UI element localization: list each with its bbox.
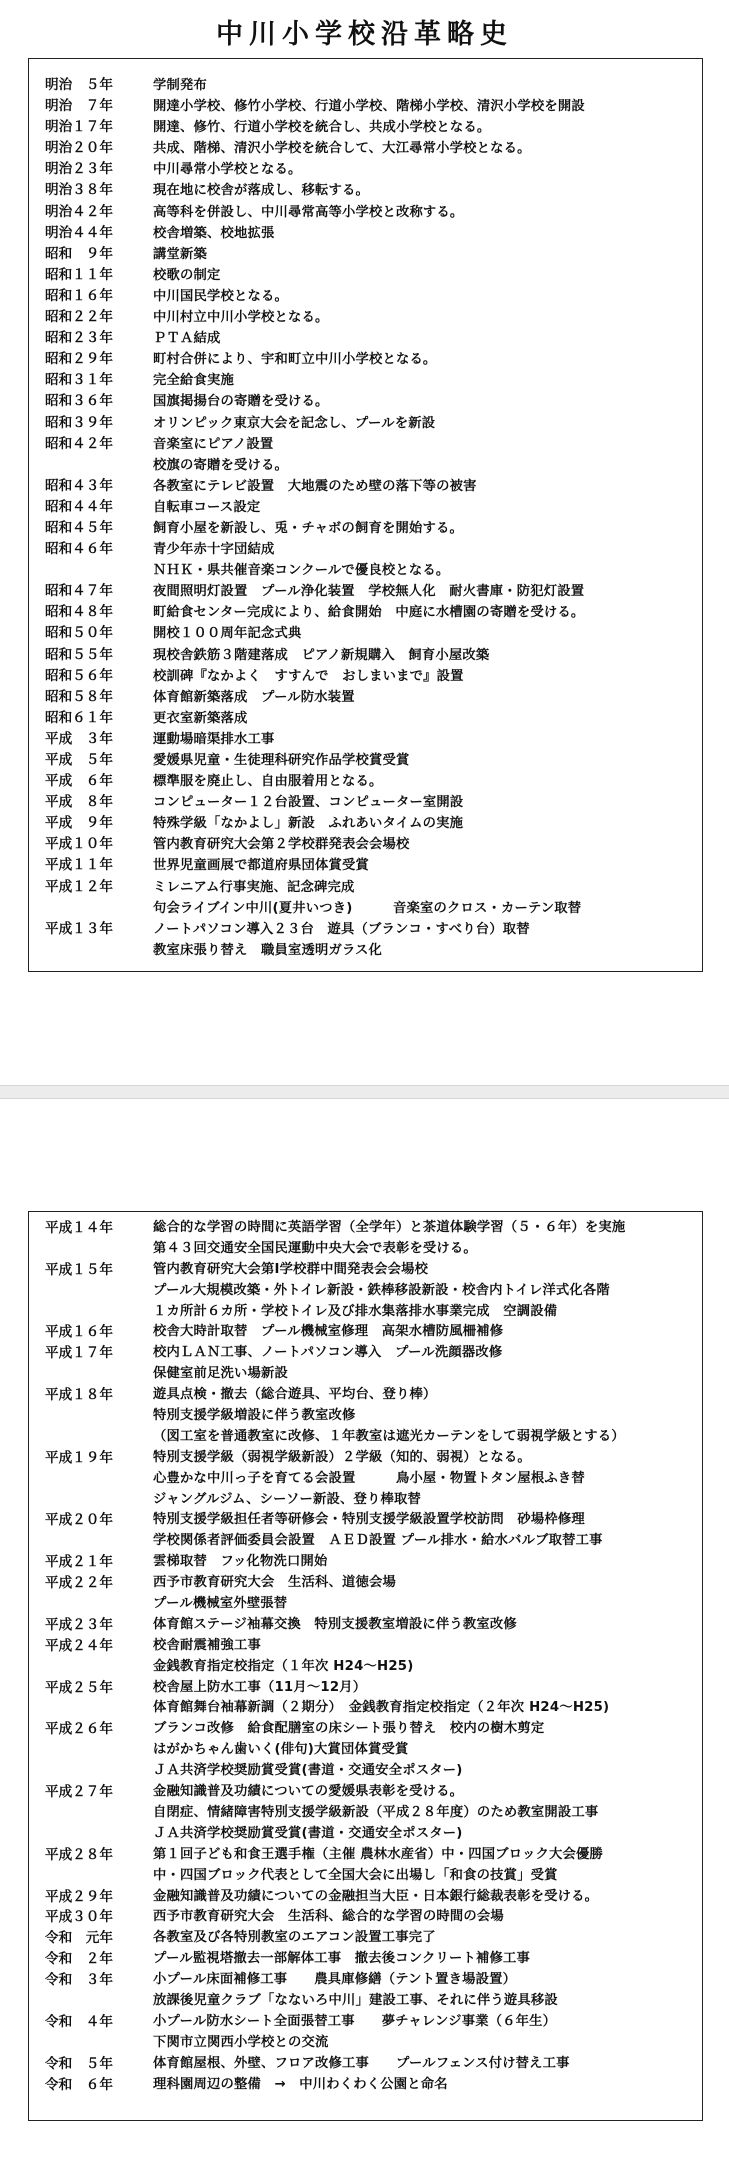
history-event: 特別支援学級担任者等研修会・特別支援学級設置学校訪問 砂場枠修理 (153, 1512, 585, 1528)
history-row (45, 1510, 625, 1531)
history-year: 昭和３９年 (45, 414, 113, 431)
history-row (45, 391, 585, 412)
history-event: 校内ＬＡＮ工事、ノートパソコン導入 プール洗顔器改修 (153, 1345, 503, 1361)
history-event: 金融知識普及功績についての愛媛県表彰を受ける。 (153, 1784, 464, 1800)
history-row (45, 370, 585, 391)
history-year: 昭和５５年 (45, 646, 113, 663)
history-row (45, 2012, 625, 2033)
history-year: 平成２７年 (45, 1784, 113, 1801)
history-event: 学校関係者評価委員会設置 ＡＥＤ設置 プール排水・給水バルブ取替工事 (153, 1533, 603, 1549)
history-row (45, 138, 585, 159)
history-year: 明治２０年 (45, 140, 113, 157)
history-event: 校舎耐震補強工事 (153, 1637, 261, 1653)
history-year: 平成２３年 (45, 1616, 113, 1633)
history-row (45, 1594, 625, 1615)
history-event: 体育館新築落成 プール防水装置 (153, 689, 355, 705)
history-row (45, 244, 585, 265)
history-row (45, 434, 585, 455)
history-row (45, 180, 585, 201)
history-event: 自転車コース設定 (153, 499, 261, 515)
history-event: 町村合併により、宇和町立中川小学校となる。 (153, 352, 437, 368)
history-year: 令和 ５年 (45, 2055, 113, 2072)
history-event: 教室床張り替え 職員室透明ガラス化 (153, 942, 383, 958)
history-row (45, 1302, 625, 1323)
history-event: 金銭教育指定校指定（１年次 H24～H25) (153, 1658, 414, 1674)
history-event: （図工室を普通教室に改修、１年教室は遮光カーテンをして弱視学級とする） (153, 1428, 625, 1444)
history-year: 昭和５８年 (45, 688, 113, 705)
history-year: 平成２０年 (45, 1512, 113, 1529)
history-year: 平成１０年 (45, 836, 113, 853)
history-year (45, 455, 153, 476)
history-list-page-1 (45, 75, 585, 961)
history-row (45, 202, 585, 223)
history-row (45, 1552, 625, 1573)
history-row (45, 898, 585, 919)
history-year (45, 560, 153, 581)
history-event: 開達小学校、修竹小学校、行道小学校、階梯小学校、清沢小学校を開設 (153, 99, 585, 115)
history-year: 平成２６年 (45, 1721, 113, 1738)
history-year (45, 1406, 153, 1427)
history-event: プール監視塔撤去一部解体工事 撤去後コンクリート補修工事 (153, 1951, 530, 1967)
history-row (45, 666, 585, 687)
history-year: 平成２８年 (45, 1846, 113, 1863)
history-row (45, 413, 585, 434)
history-row (45, 1322, 625, 1343)
history-event: オリンピック東京大会を記念し、プールを新設 (153, 415, 436, 431)
history-year (45, 1594, 153, 1615)
history-row (45, 1907, 625, 1928)
history-row (45, 2033, 625, 2054)
history-row (45, 1531, 625, 1552)
history-year: 平成２２年 (45, 1575, 113, 1592)
history-event: 愛媛県児童・生徒理科研究作品学校賞受賞 (153, 753, 410, 768)
history-year: 明治４４年 (45, 224, 113, 241)
history-event: 句会ライブイン中川(夏井いつき) 音楽室のクロス・カーテン取替 (153, 900, 582, 916)
history-event: 金融知識普及功績についての金融担当大臣・日本銀行総裁表彰を受ける。 (153, 1888, 599, 1904)
history-year (45, 1239, 153, 1260)
history-row (45, 771, 585, 792)
history-event: 校舎屋上防水工事（11月～12月） (153, 1679, 367, 1695)
history-year: 明治１７年 (45, 119, 113, 136)
page-divider (0, 1085, 729, 1099)
history-year: 明治３８年 (45, 182, 113, 199)
history-year: 令和 ６年 (45, 2076, 113, 2093)
history-year: 令和 ３年 (45, 1972, 113, 1989)
history-row (45, 349, 585, 370)
history-year: 昭和４５年 (45, 519, 113, 536)
history-event: 中川国民学校となる。 (153, 288, 288, 304)
history-event: ノートパソコン導入２３台 遊具（ブランコ・すべり台）取替 (153, 921, 530, 937)
history-year (45, 1531, 153, 1552)
history-event: 自閉症、情緒障害特別支援学級新設（平成２８年度）のため教室開設工事 (153, 1804, 599, 1820)
history-year: 平成１１年 (45, 857, 113, 874)
history-event: ＮＨＫ・県共催音楽コンクールで優良校となる。 (153, 563, 450, 579)
history-year (45, 1469, 153, 1490)
history-year: 平成 ９年 (45, 815, 113, 832)
history-row (45, 1427, 625, 1448)
history-event: 特殊学級「なかよし」新設 ふれあいタイムの実施 (153, 816, 464, 832)
history-event: ＰＴＡ結成 (153, 331, 221, 347)
history-year: 昭和１６年 (45, 287, 113, 304)
history-year (45, 1991, 153, 2012)
history-event: 遊具点検・撤去（総合遊具、平均台、登り棒） (153, 1387, 437, 1403)
history-year: 平成１８年 (45, 1387, 113, 1404)
history-row (45, 940, 585, 961)
history-row (45, 1615, 625, 1636)
history-year: 令和 ２年 (45, 1951, 113, 1968)
history-event: 心豊かな中川っ子を育てる会設置 鳥小屋・物置トタン屋根ふき替 (153, 1470, 585, 1486)
history-row (45, 307, 585, 328)
history-year: 平成１４年 (45, 1220, 113, 1236)
history-row (45, 1698, 625, 1719)
history-event: 夜間照明灯設置 プール浄化装置 学校無人化 耐火書庫・防犯灯設置 (153, 584, 585, 600)
history-list-page-2 (45, 1218, 625, 2095)
history-event: 講堂新築 (153, 246, 207, 262)
history-row (45, 223, 585, 244)
history-event: 第４３回交通安全国民運動中央大会で表彰を受ける。 (153, 1240, 477, 1256)
history-event: 中川尋常小学校となる。 (153, 162, 302, 178)
history-row (45, 75, 585, 96)
history-year: 平成１６年 (45, 1324, 113, 1341)
history-year: 平成 ３年 (45, 730, 113, 747)
history-row (45, 1218, 625, 1239)
history-year: 昭和５０年 (45, 625, 113, 642)
history-event: 完全給食実施 (153, 373, 234, 389)
history-row (45, 1928, 625, 1949)
history-row (45, 2075, 625, 2096)
history-event: 下関市立関西小学校との交流 (153, 2034, 329, 2050)
history-event: 中・四国ブロック代表として全国大会に出場し「和食の技賞」受賞 (153, 1867, 558, 1883)
history-row (45, 1364, 625, 1385)
history-row (45, 96, 585, 117)
history-row (45, 1970, 625, 1991)
history-year (45, 1803, 153, 1824)
history-row (45, 687, 585, 708)
history-year: 昭和１１年 (45, 266, 113, 283)
history-year (45, 1302, 153, 1323)
history-row (45, 1824, 625, 1845)
history-year: 平成１７年 (45, 1345, 113, 1362)
history-year: 昭和２３年 (45, 330, 113, 347)
history-year (45, 1490, 153, 1511)
history-event: 現在地に校舎が落成し、移転する。 (153, 183, 369, 199)
history-event: プール大規模改築・外トイレ新設・鉄棒移設新設・校舎内トイレ洋式化各階 (153, 1282, 610, 1298)
history-event: 校旗の寄贈を受ける。 (153, 457, 288, 473)
history-event: ＪＡ共済学校奨励賞受賞(書道・交通安全ポスター) (153, 1763, 463, 1779)
history-year (45, 1866, 153, 1887)
history-row (45, 792, 585, 813)
document-page-2 (0, 1099, 729, 2157)
history-event: 標準服を廃止し、自由服着用となる。 (153, 774, 383, 790)
history-year: 明治２３年 (45, 161, 113, 178)
history-event: 体育館ステージ袖幕交換 特別支援教室増設に伴う教室改修 (153, 1616, 517, 1632)
history-event: 特別支援学級（弱視学級新設）２学級（知的、弱視）となる。 (153, 1449, 531, 1465)
history-event: コンピューター１２台設置、コンピューター室開設 (153, 795, 464, 811)
history-year: 平成１５年 (45, 1261, 113, 1278)
history-year (45, 1427, 153, 1448)
history-row (45, 1887, 625, 1908)
history-event: 校歌の制定 (153, 267, 221, 283)
history-year (45, 1364, 153, 1385)
history-year: 明治４２年 (45, 203, 113, 220)
history-event: 体育館屋根、外壁、フロア改修工事 プールフェンス付け替え工事 (153, 2055, 570, 2071)
history-event: 世界児童画展で都道府県団体賞受賞 (153, 858, 369, 874)
history-year: 平成１３年 (45, 920, 113, 937)
history-year: 昭和５６年 (45, 667, 113, 684)
history-year: 昭和 ９年 (45, 245, 113, 262)
history-event: 現校舎鉄筋３階建落成 ピアノ新規購入 飼育小屋改築 (153, 647, 490, 663)
history-year: 平成 ５年 (45, 752, 113, 768)
history-row (45, 1281, 625, 1302)
history-year: 昭和４３年 (45, 477, 113, 494)
history-row (45, 265, 585, 286)
history-event: 開達、修竹、行道小学校を統合し、共成小学校となる。 (153, 120, 491, 136)
history-event: 共成、階梯、清沢小学校を統合して、大江尋常小学校となる。 (153, 141, 531, 157)
history-event: 西予市教育研究大会 生活科、総合的な学習の時間の会場 (153, 1909, 504, 1925)
history-year: 昭和６１年 (45, 709, 113, 726)
history-event: 校舎大時計取替 プール機械室修理 高架水槽防風柵補修 (153, 1324, 504, 1340)
history-row (45, 1406, 625, 1427)
history-event: 小プール防水シート全面張替工事 夢チャレンジ事業（６年生） (153, 2013, 557, 2029)
history-row (45, 1740, 625, 1761)
history-event: １カ所計６カ所・学校トイレ及び排水集落排水事業完成 空調設備 (153, 1303, 558, 1319)
history-row (45, 581, 585, 602)
history-year (45, 1824, 153, 1845)
history-row (45, 1490, 625, 1511)
history-row (45, 1991, 625, 2012)
history-year: 昭和３６年 (45, 393, 113, 410)
history-row (45, 328, 585, 349)
history-row (45, 1469, 625, 1490)
history-event: 青少年赤十字団結成 (153, 542, 275, 558)
history-row (45, 117, 585, 138)
history-year (45, 1281, 153, 1302)
history-row (45, 1636, 625, 1657)
history-year: 平成２１年 (45, 1554, 113, 1571)
history-year (45, 1761, 153, 1782)
history-event: 校舎増築、校地拡張 (153, 225, 275, 241)
history-row (45, 1239, 625, 1260)
history-row (45, 1260, 625, 1281)
history-row (45, 1761, 625, 1782)
document-title: 中川小学校沿革略史 (216, 19, 513, 50)
history-row (45, 1385, 625, 1406)
history-event: 各教室にテレビ設置 大地震のため壁の落下等の被害 (153, 478, 477, 494)
history-year (45, 898, 153, 919)
history-event: 放課後児童クラブ「なないろ中川」建設工事、それに伴う遊具移設 (153, 1992, 558, 2008)
history-row (45, 729, 585, 750)
history-row (45, 1657, 625, 1678)
history-event: 音楽室にピアノ設置 (153, 436, 274, 452)
history-year: 平成 ８年 (45, 794, 113, 811)
history-year: 平成２９年 (45, 1888, 113, 1905)
history-year: 平成 ６年 (45, 773, 113, 790)
history-row (45, 855, 585, 876)
history-event: 理科園周辺の整備 → 中川わくわく公園と命名 (153, 2076, 448, 2092)
history-event: 体育館舞台袖幕新調（２期分） 金銭教育指定校指定（２年次 H24～H25) (153, 1700, 610, 1716)
history-event: ブランコ改修 給食配膳室の床シート張り替え 校内の樹木剪定 (153, 1721, 545, 1737)
history-year: 昭和４４年 (45, 498, 113, 515)
history-event: 総合的な学習の時間に英語学習（全学年）と茶道体験学習（５・６年）を実施 (153, 1220, 626, 1235)
history-event: はがかちゃん歯いく(俳句)大賞団体賞受賞 (153, 1742, 409, 1758)
history-event: 学制発布 (153, 78, 207, 93)
history-row (45, 919, 585, 940)
history-row (45, 518, 585, 539)
history-year (45, 2033, 153, 2054)
history-event: 更衣室新築落成 (153, 710, 248, 726)
history-row (45, 708, 585, 729)
history-row (45, 1448, 625, 1469)
history-year: 平成２５年 (45, 1679, 113, 1696)
history-row (45, 560, 585, 581)
history-row (45, 455, 585, 476)
history-row (45, 750, 585, 771)
history-row (45, 286, 585, 307)
history-event: 小プール床面補修工事 農具庫修繕（テント置き場設置） (153, 1972, 517, 1988)
history-event: 飼育小屋を新設し、兎・チャボの飼育を開始する。 (153, 520, 464, 536)
history-year: 昭和４２年 (45, 435, 113, 452)
history-year (45, 1698, 153, 1719)
history-year: 平成２４年 (45, 1637, 113, 1654)
history-year: 明治 ５年 (45, 77, 113, 93)
history-row (45, 1782, 625, 1803)
history-year: 平成３０年 (45, 1909, 113, 1926)
history-event: ミレニアム行事実施、記念碑完成 (153, 879, 355, 895)
history-row (45, 2054, 625, 2075)
history-row (45, 1949, 625, 1970)
history-year: 平成１９年 (45, 1449, 113, 1466)
history-year: 昭和２９年 (45, 351, 113, 368)
history-event: 開校１００周年記念式典 (153, 626, 302, 642)
history-row (45, 877, 585, 898)
history-event: ＪＡ共済学校奨励賞受賞(書道・交通安全ポスター) (153, 1825, 463, 1841)
history-row (45, 159, 585, 180)
history-row (45, 623, 585, 644)
history-event: 校訓碑『なかよく すすんで おしまいまで』設置 (153, 668, 464, 684)
history-event: 中川村立中川小学校となる。 (153, 310, 329, 326)
history-event: 雲梯取替 フッ化物洗口開始 (153, 1554, 328, 1570)
history-event: 管内教育研究大会第２学校群発表会会場校 (153, 837, 410, 853)
history-year (45, 1740, 153, 1761)
history-event: 各教室及び各特別教室のエアコン設置工事完了 (153, 1930, 436, 1946)
history-event: 特別支援学級増設に伴う教室改修 (153, 1408, 356, 1424)
history-year: 昭和４６年 (45, 541, 113, 558)
history-event: 高等科を併設し、中川尋常高等小学校と改称する。 (153, 204, 464, 220)
history-row (45, 1845, 625, 1866)
history-year (45, 1657, 153, 1678)
history-year: 昭和４８年 (45, 604, 113, 621)
history-year (45, 940, 153, 961)
history-row (45, 602, 585, 623)
history-row (45, 813, 585, 834)
history-row (45, 539, 585, 560)
history-event: ジャングルジム、シーソー新設、登り棒取替 (153, 1491, 422, 1507)
history-row (45, 645, 585, 666)
history-year: 昭和３１年 (45, 372, 113, 389)
history-row (45, 497, 585, 518)
history-row (45, 476, 585, 497)
history-event: プール機械室外壁張替 (153, 1596, 288, 1612)
history-event: 国旗掲揚台の寄贈を受ける。 (153, 394, 329, 410)
history-year: 令和 元年 (45, 1930, 113, 1947)
history-row (45, 1803, 625, 1824)
history-row (45, 1719, 625, 1740)
history-event: 保健室前足洗い場新設 (153, 1366, 288, 1382)
history-row (45, 1678, 625, 1699)
history-year: 令和 ４年 (45, 2013, 113, 2030)
history-event: 西予市教育研究大会 生活科、道徳会場 (153, 1575, 396, 1591)
history-row (45, 1343, 625, 1364)
history-year: 昭和４７年 (45, 583, 113, 600)
history-year: 昭和２２年 (45, 309, 113, 326)
history-event: 管内教育研究大会第Ⅰ学校群中間発表会会場校 (153, 1261, 429, 1277)
history-year: 平成１２年 (45, 878, 113, 895)
history-event: 第１回子ども和食王選手権（主催 農林水産省）中・四国ブロック大会優勝 (153, 1846, 603, 1862)
history-row (45, 1866, 625, 1887)
history-row (45, 1573, 625, 1594)
history-row (45, 834, 585, 855)
history-year: 明治 ７年 (45, 98, 113, 115)
history-event: 運動場暗渠排水工事 (153, 731, 275, 747)
history-event: 町給食センター完成により、給食開始 中庭に水槽園の寄贈を受ける。 (153, 605, 585, 621)
